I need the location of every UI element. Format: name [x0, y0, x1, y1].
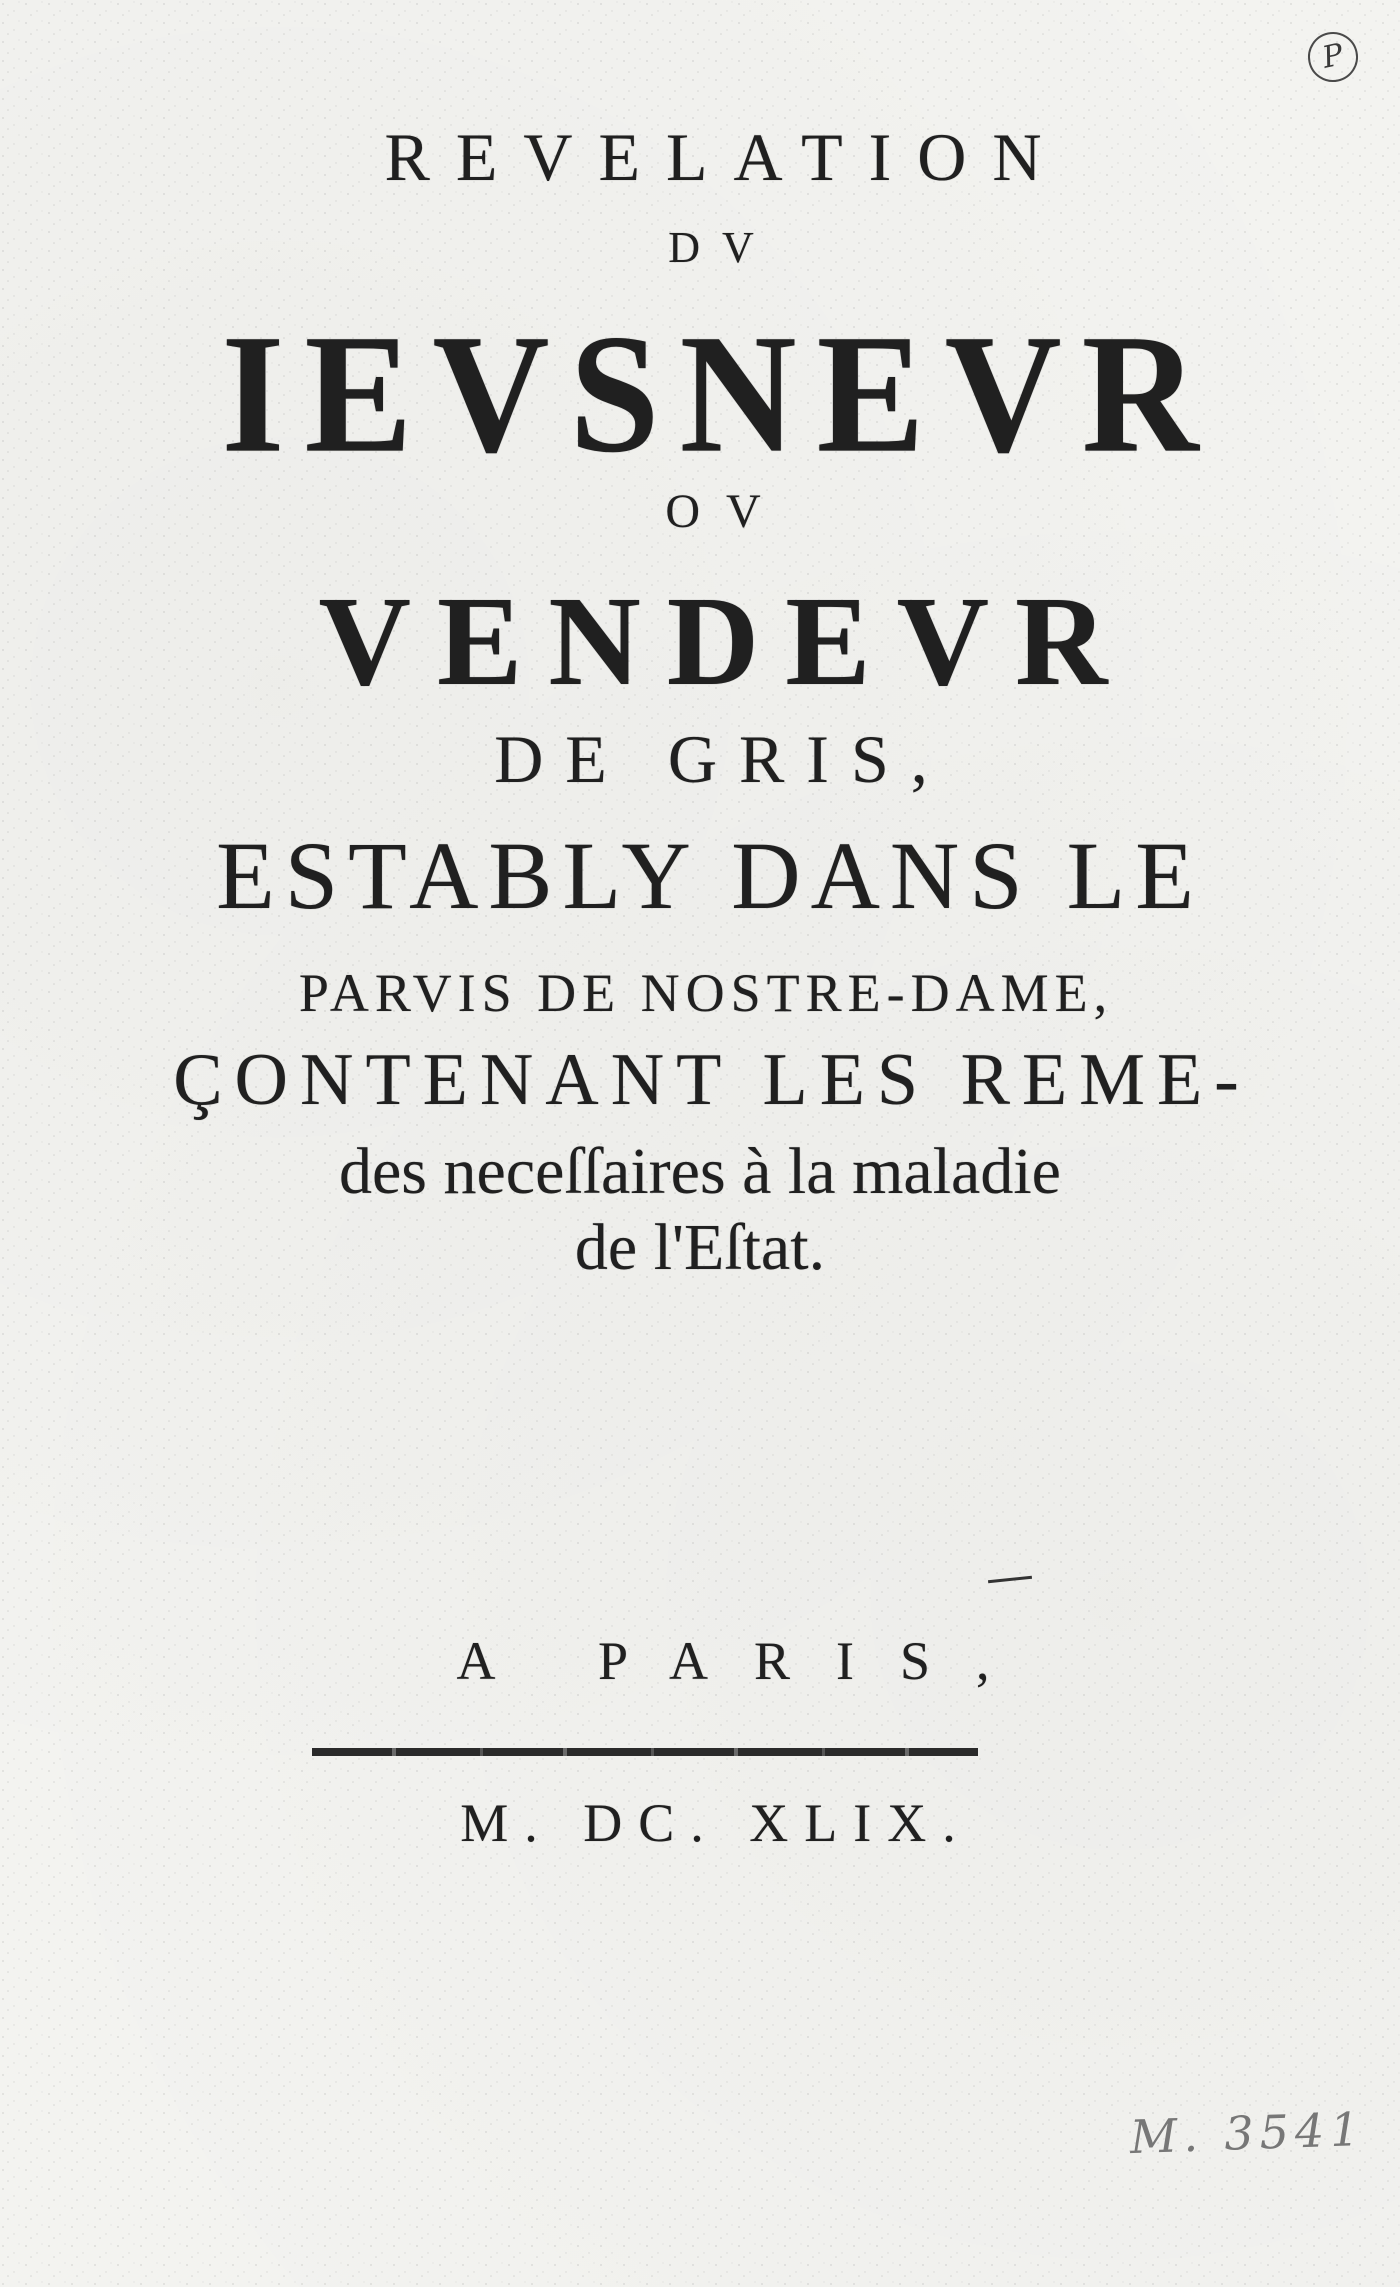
title-des-necessaires: des neceſſaires à la maladie	[339, 1135, 1061, 1208]
title-du: DV	[668, 223, 776, 272]
handwritten-shelfmark: M. 3541	[1129, 2101, 1367, 2165]
title-parvis: PARVIS DE NOSTRE-DAME,	[298, 963, 1114, 1023]
title-ou: OV	[665, 485, 787, 538]
imprint-date: M. DC. XLIX.	[460, 1793, 972, 1853]
title-ieusneur: IEVSNEVR	[221, 300, 1219, 489]
title-estably: ESTABLY DANS LE	[216, 822, 1204, 929]
imprint-place: A PARIS,	[456, 1631, 1036, 1691]
title-vendeur: VENDEVR	[318, 570, 1134, 712]
corner-stamp: P	[1303, 27, 1362, 86]
title-de-lestat: de l'Eſtat.	[574, 1211, 826, 1284]
ornamental-rule	[312, 1748, 978, 1756]
ink-dash	[988, 1576, 1032, 1584]
title-contenant: ÇONTENANT LES REME-	[173, 1039, 1251, 1121]
title-de-gris: DE GRIS,	[494, 721, 950, 797]
title-revelation: REVELATION	[384, 119, 1068, 195]
